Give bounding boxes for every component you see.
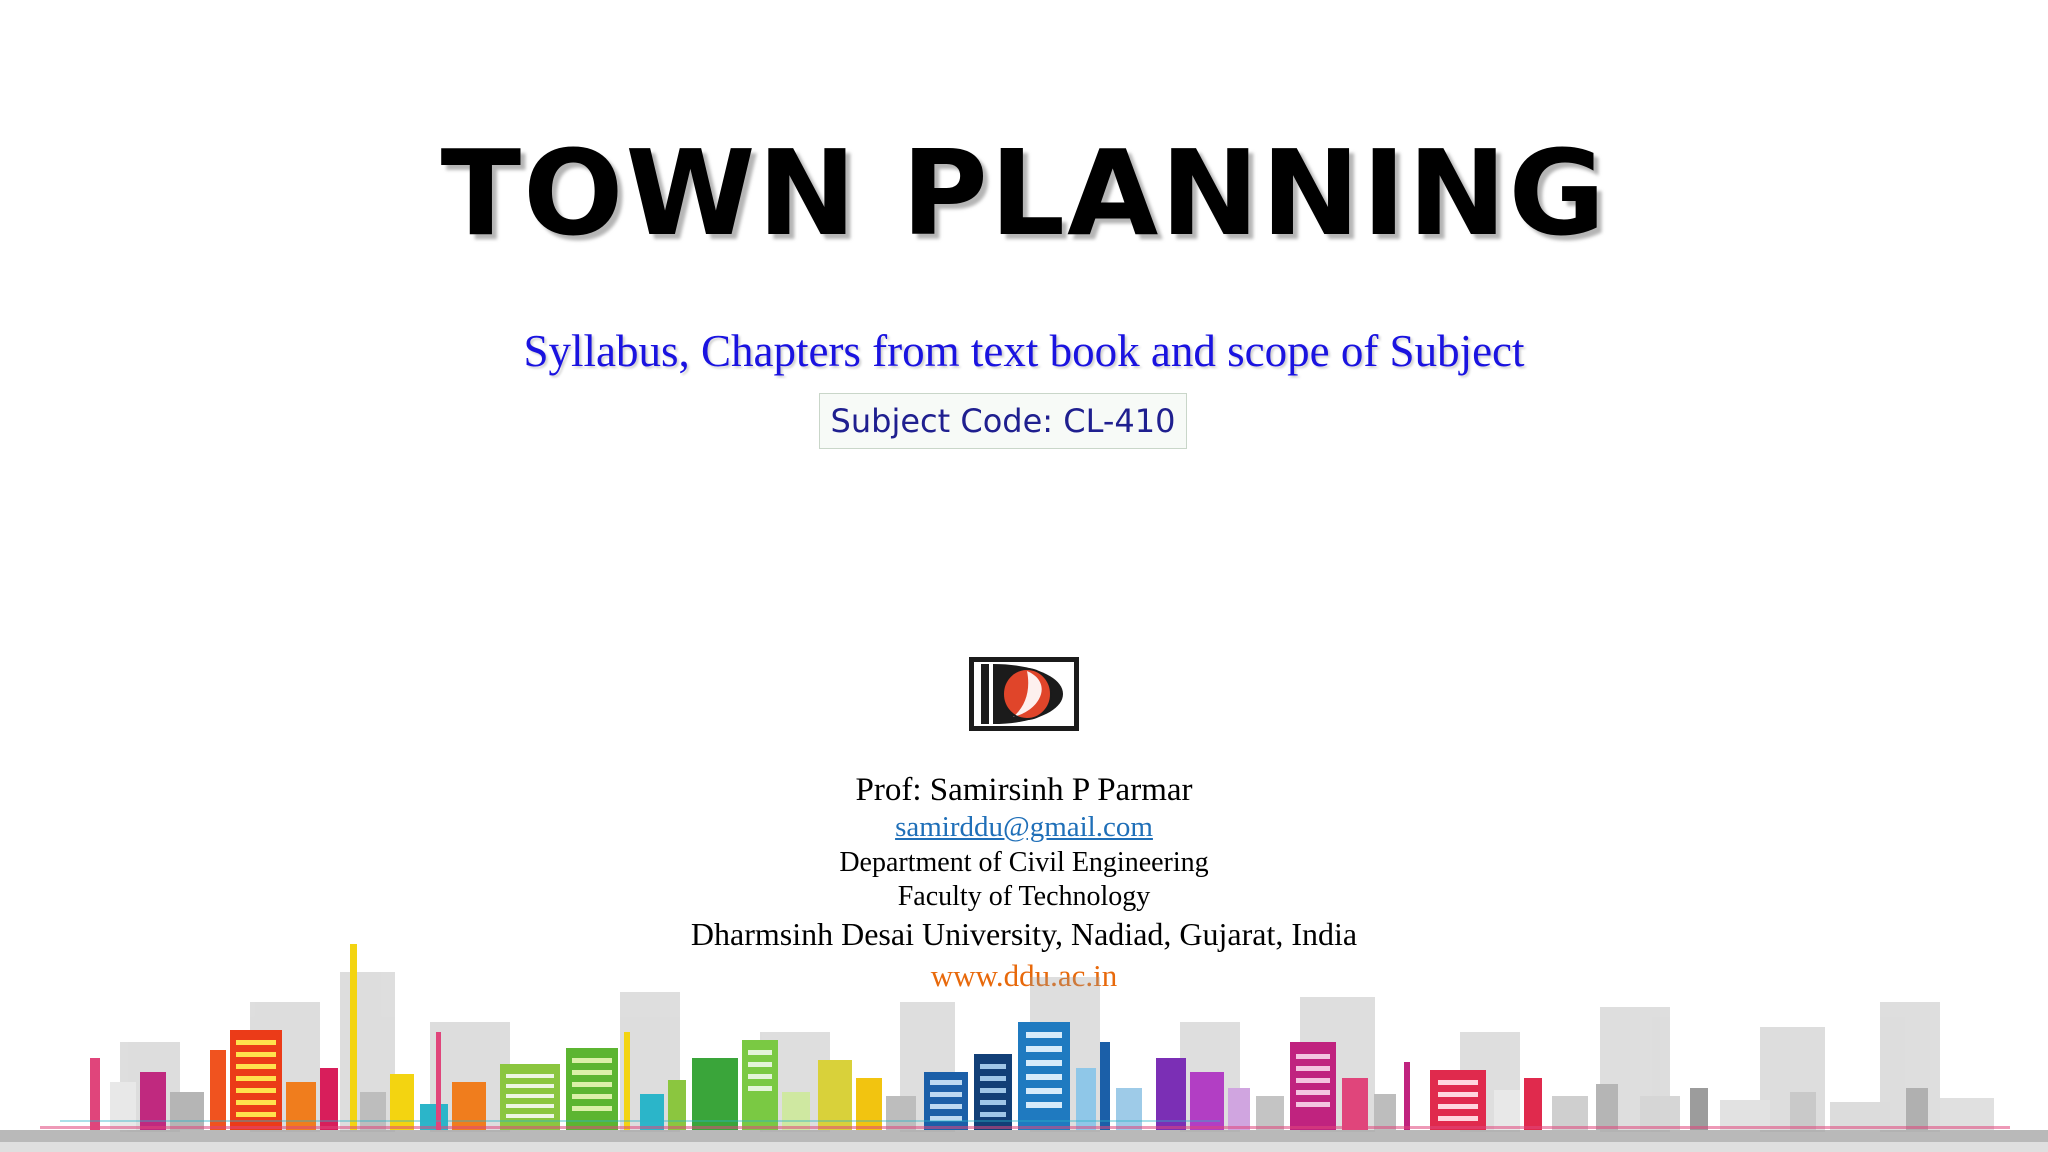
author-university: Dharmsinh Desai University, Nadiad, Gujarat, India (690, 915, 1358, 952)
city-skyline-illustration (0, 882, 2048, 1152)
author-email-link[interactable]: samirddu@gmail.com (895, 811, 1153, 844)
author-website: www.ddu.ac.in (930, 957, 1118, 993)
page-title: TOWN PLANNING (440, 124, 1608, 262)
slide-subtitle: Syllabus, Chapters from text book and scope of Subject (523, 326, 1525, 376)
author-department: Department of Civil Engineering (839, 846, 1209, 878)
author-name: Prof: Samirsinh P Parmar (855, 772, 1193, 808)
subject-code-label: Subject Code: CL-410 (830, 402, 1176, 440)
author-faculty: Faculty of Technology (897, 880, 1151, 912)
ddu-logo-icon (967, 655, 1081, 733)
subject-code-box (819, 393, 1187, 449)
